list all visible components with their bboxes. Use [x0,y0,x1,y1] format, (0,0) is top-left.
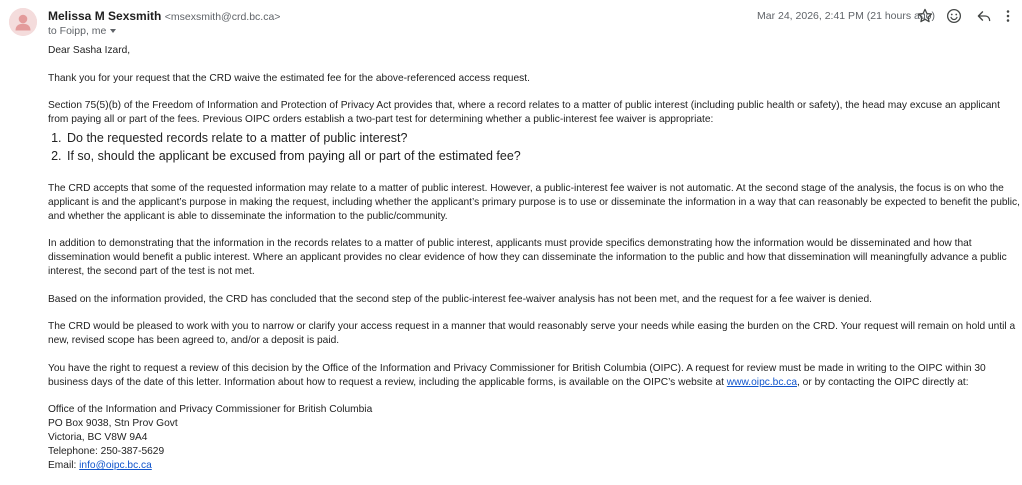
review-text: You have the right to request a review of this decision by the Office of the Information and Privacy Commissioner for British Columbia (OIPC). A request for review must be made in writing to the OIPC within 30 business days of the date of this letter. Information about how to request a review, including the applicable forms, is available on the OIPC’s website at [48,362,986,388]
email-label: Email: [48,460,80,471]
address-line: PO Box 9038, Stn Prov Govt [48,418,178,429]
greeting: Dear Sasha Izard, [48,45,131,56]
list-item: 2. If so, should the applicant be excused from paying all or part of the estimated fee? [65,147,1020,165]
paragraph-public-interest: The CRD accepts that some of the requested information may relate to a matter of public interest. However, a public-interest fee waiver is not automatic. At the second stage of the analysis, the focus is on who the applicant is and the applicant’s purpose in making the request, including whether the applicant’s primary purpose is to use or disseminate the information in a way that can reasonably be expected to benefit the public, and whether the applicant is able to disseminate the information to the public/community. [48,182,1020,222]
sender-line [48,9,280,23]
sender-name[interactable]: Melissa M Sexsmith [48,9,162,23]
more-vert-icon[interactable] [998,6,1018,26]
address-email [48,459,1020,473]
message-body [48,44,1020,473]
paragraph-review-rights [48,362,1020,390]
oipc-email-link[interactable]: info@oipc.bc.ca [79,460,152,471]
oipc-website-link[interactable]: www.oipc.bc.ca [726,376,798,388]
person-avatar-icon[interactable] [9,8,37,36]
address-phone: Telephone: 250-387-5629 [48,446,165,457]
paragraph-section-75: Section 75(5)(b) of the Freedom of Information and Protection of Privacy Act provides that, where a record relates to a matter of public interest (including public health or safety), the head may excuse an applicant from paying all or part of the fees. Previous OIPC orders establish a two-part test for determining whether a public-interest fee waiver is appropriate: [48,100,1000,125]
reply-icon[interactable] [974,6,994,26]
message-date: Mar 24, 2026, 2:41 PM (21 hours ago) [757,10,936,22]
paragraph-thanks: Thank you for your request that the CRD waive the estimated fee for the above-referenced access request. [48,72,530,84]
paragraph-dissemination: In addition to demonstrating that the information in the records relates to a matter of public interest, applicants must provide specifics demonstrating how the information would be disseminated and how that dissemination would benefit a public interest. Where an applicant provides no clear evidence of how they can disseminate the information to the public and how that dissemination will meaningfully advance a public interest, the second part of the test is not met. [48,238,1007,277]
emoji-react-icon[interactable] [944,6,964,26]
recipients: to Foipp, me [48,25,107,37]
address-line: Office of the Information and Privacy Commissioner for British Columbia [48,404,373,415]
recipient-details-dropdown-icon[interactable] [110,29,116,33]
paragraph-decision: Based on the information provided, the CRD has concluded that the second step of the public-interest fee-waiver analysis has not been met, and the request for a fee waiver is denied. [48,293,872,305]
review-text-end: , or by contacting the OIPC directly at: [797,376,969,388]
paragraph-narrow-request: The CRD would be pleased to work with you to narrow or clarify your access request in a manner that would reasonably serve your needs while easing the burden on the CRD. Your request will remain on hold until a new, revised scope has been agreed to, and/or a deposit is paid. [48,321,1016,346]
recipients-line [48,25,116,37]
list-item: 1. Do the requested records relate to a matter of public interest? [65,129,1020,147]
sender-email: <msexsmith@crd.bc.ca> [164,11,281,23]
star-icon[interactable] [915,6,935,26]
address-line: Victoria, BC V8W 9A4 [48,432,148,443]
two-part-test-list [48,129,1020,165]
